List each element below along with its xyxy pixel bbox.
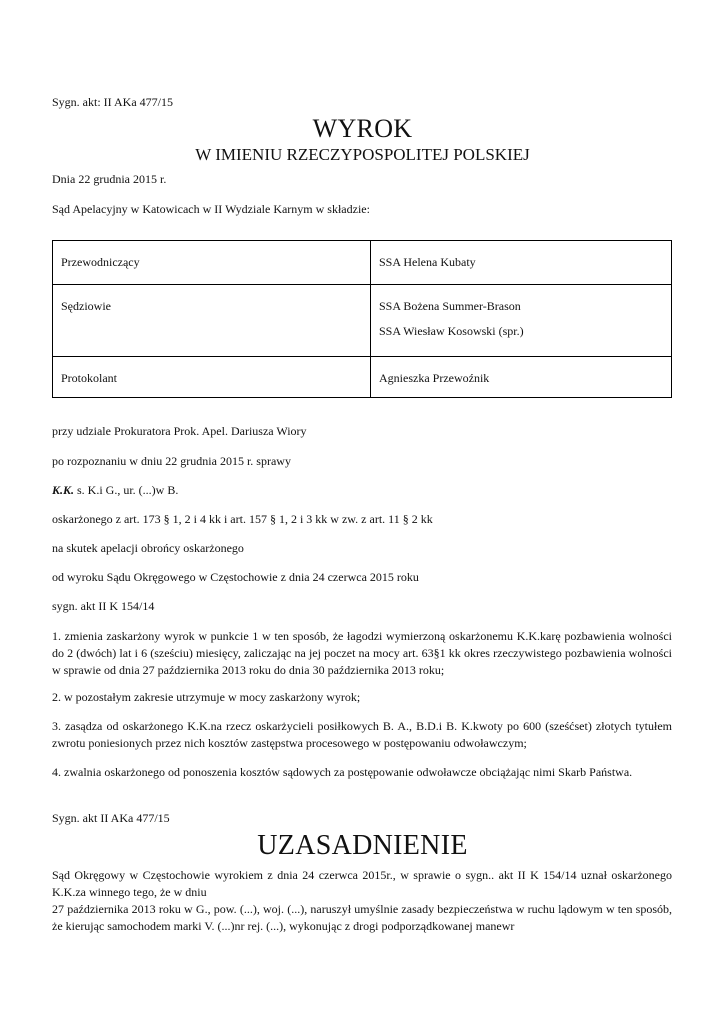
panel-name: SSA Helena Kubaty <box>379 255 476 269</box>
panel-name: SSA Bożena Summer-Brason <box>379 299 521 313</box>
charges-line: oskarżonego z art. 173 § 1, 2 i 4 kk i art. 157 § 1, 2 i 3 kk w zw. z art. 11 § 2 kk <box>52 512 433 526</box>
court-composition-intro: Sąd Apelacyjny w Katowicach w II Wydziale Karnym w składzie: <box>52 202 370 216</box>
judgment-date: Dnia 22 grudnia 2015 r. <box>52 172 167 186</box>
ruling-point-2: 2. w pozostałym zakresie utrzymuje w mocy zaskarżony wyrok; <box>52 690 361 704</box>
defendant-details: s. K.i G., ur. (...)w B. <box>74 483 179 497</box>
justification-paragraph-1: Sąd Okręgowy w Częstochowie wyrokiem z dnia 24 czerwca 2015r., w sprawie o sygn.. akt II K 154/14 uznał oskarżonego K.K.za winnego tego, że w dniu <box>52 868 672 899</box>
court-panel-table <box>52 240 672 398</box>
panel-name: Agnieszka Przewoźnik <box>379 371 490 385</box>
document-subtitle: W IMIENIU RZECZYPOSPOLITEJ POLSKIEJ <box>195 145 530 164</box>
panel-names <box>371 241 672 285</box>
appeal-line: na skutek apelacji obrońcy oskarżonego <box>52 541 244 555</box>
justification-paragraph-2: 27 października 2013 roku w G., pow. (...), woj. (...), naruszył umyślnie zasady bezpieczeństwa w ruchu lądowym w ten sposób, że kierując samochodem marki V. (...)nr rej. (...), wykonując z drogi podporządkowanej manewr <box>52 902 672 933</box>
defendant-name: K.K. <box>52 483 75 497</box>
panel-row <box>53 357 672 398</box>
panel-row <box>53 241 672 285</box>
prosecutor-line: przy udziale Prokuratora Prok. Apel. Dariusza Wiory <box>52 424 307 438</box>
hearing-line: po rozpoznaniu w dniu 22 grudnia 2015 r. sprawy <box>52 454 291 468</box>
document-title: WYROK <box>312 114 413 143</box>
ruling-point-4: 4. zwalnia oskarżonego od ponoszenia kosztów sądowych za postępowanie odwoławcze obciążając nimi Skarb Państwa. <box>52 765 633 779</box>
panel-names <box>371 357 672 398</box>
case-number-bottom: Sygn. akt II AKa 477/15 <box>52 811 170 825</box>
justification-title: UZASADNIENIE <box>257 830 468 861</box>
ruling-point-1: 1. zmienia zaskarżony wyrok w punkcie 1 w ten sposób, że łagodzi wymierzoną oskarżonemu K.K.karę pozbawienia wolności do 2 (dwóch) lat i 6 (sześciu) miesięcy, zaliczając na jej poczet na mocy art. 63§1 kk okres rzeczywistego pozbawienia wolności w sprawie od dnia 27 października 2013 roku do dnia 30 października 2013 roku; <box>52 629 672 677</box>
panel-role: Przewodniczący <box>53 241 371 285</box>
case-number-top: Sygn. akt: II AKa 477/15 <box>52 95 173 109</box>
panel-name: SSA Wiesław Kosowski (spr.) <box>379 324 524 338</box>
ruling-point-3: 3. zasądza od oskarżonego K.K.na rzecz oskarżycieli posiłkowych B. A., B.D.i B. K.kwoty po 600 (sześćset) złotych tytułem zwrotu poniesionych przez nich kosztów zastępstwa procesowego w postępowaniu odwoławczym; <box>52 719 672 750</box>
defendant-line <box>52 483 178 498</box>
panel-role: Sędziowie <box>53 285 371 357</box>
lower-court-case-number: sygn. akt II K 154/14 <box>52 599 155 613</box>
panel-role: Protokolant <box>53 357 371 398</box>
appealed-judgment-line: od wyroku Sądu Okręgowego w Częstochowie z dnia 24 czerwca 2015 roku <box>52 570 419 584</box>
panel-row <box>53 285 672 357</box>
panel-names <box>371 285 672 357</box>
